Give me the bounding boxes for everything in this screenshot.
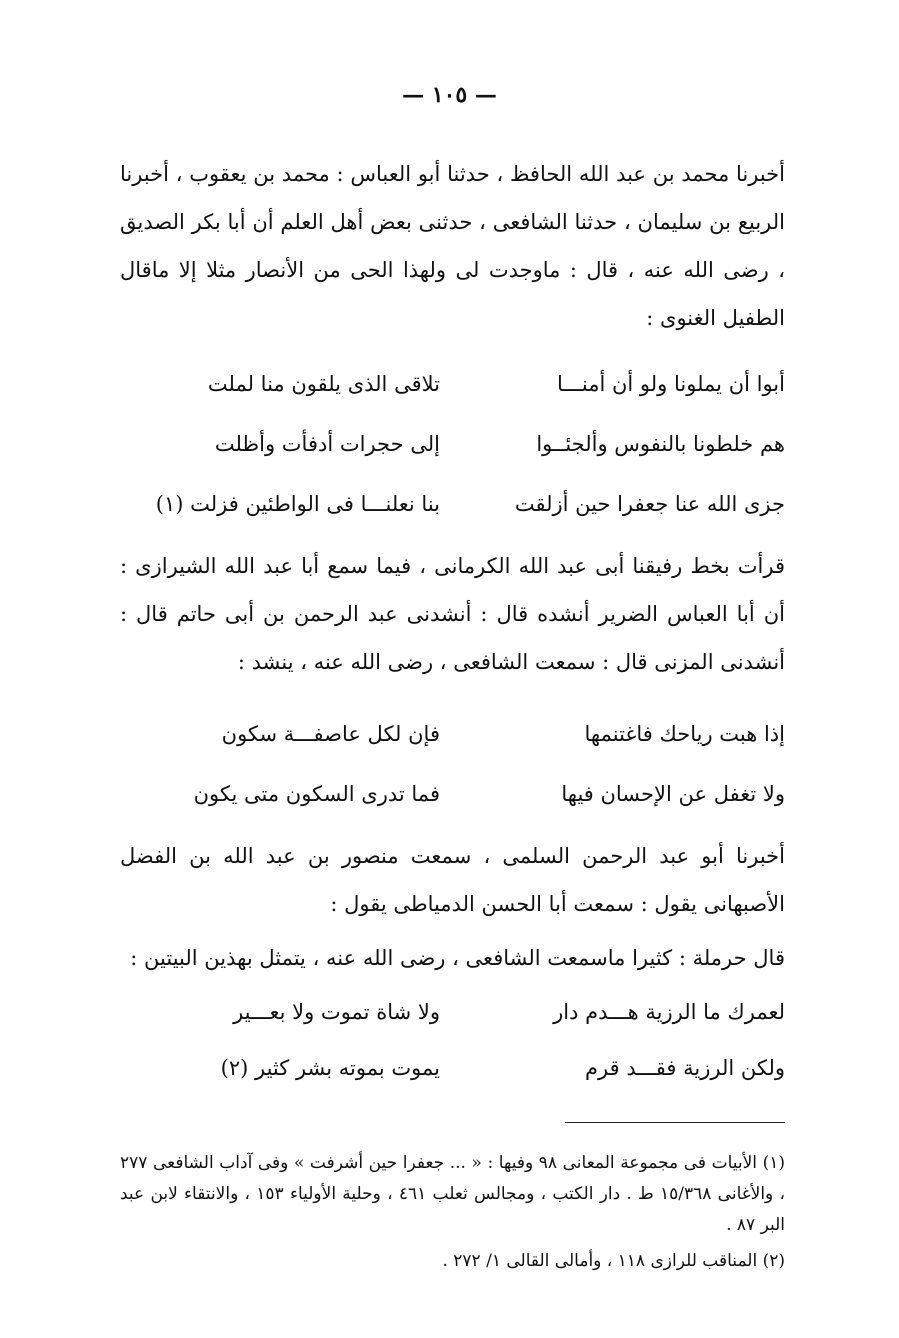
verse-line <box>120 1048 785 1088</box>
page-number: — ١٠٥ — <box>402 82 497 108</box>
verse-second-hemistich: ولا شاة تموت ولا بعـــير <box>233 1000 440 1024</box>
paragraph-3: أخبرنا أبو عبد الرحمن السلمى ، سمعت منصور بن عبد الله بن الفضل الأصبهانى يقول : سمعت أبا الحسن الدمياطى يقول : <box>120 844 785 916</box>
verse-line <box>120 714 785 754</box>
verse-first-hemistich: جزى الله عنا جعفرا حين أزلقت <box>514 492 785 516</box>
verse-second-hemistich: إلى حجرات أدفأت وأظلت <box>214 432 440 456</box>
verse-line <box>120 364 785 404</box>
verse-first-hemistich: إذا هبت رياحك فاغتنمها <box>584 722 785 746</box>
verse-second-hemistich: يموت بموته بشر كثير (٢) <box>220 1056 440 1080</box>
verse-first-hemistich: ولا تغفل عن الإحسان فيها <box>561 782 785 806</box>
paragraph-2: قرأت بخط رفيقنا أبى عبد الله الكرمانى ، فيما سمع أبا عبد الله الشيرازى : أن أبا العباس الضرير أنشده قال : أنشدنى عبد الرحمن بن أبى حاتم قال : أنشدنى المزنى قال : سمعت الشافعى ، رضى الله عنه ، ينشد : <box>120 554 785 674</box>
verse-second-hemistich: تلاقى الذى يلقون منا لملت <box>207 372 440 396</box>
verse-first-hemistich: ولكن الرزية فقـــد قرم <box>585 1056 785 1080</box>
verse-first-hemistich: هم خلطونا بالنفوس وألجئــوا <box>536 432 785 456</box>
paragraph-4: قال حرملة : كثيرا ماسمعت الشافعى ، رضى الله عنه ، يتمثل بهذين البيتين : <box>130 946 785 970</box>
verse-first-hemistich: أبوا أن يملونا ولو أن أمنـــا <box>557 372 785 396</box>
verse-second-hemistich: فإن لكل عاصفـــة سكون <box>221 722 440 746</box>
footnote-2: (٢) المناقب للرازى ١١٨ ، وأمالى القالى ١/ ٢٧٢ . <box>442 1251 785 1271</box>
verse-line <box>120 774 785 814</box>
paragraph-1: أخبرنا محمد بن عبد الله الحافظ ، حدثنا أبو العباس : محمد بن يعقوب ، أخبرنا الربيع بن سليمان ، حدثنا الشافعى ، حدثنى بعض أهل العلم أن أبا بكر الصديق ، رضى الله عنه ، قال : ماوجدت لى ولهذا الحى من الأنصار مثلا إلا ماقال الطفيل الغنوى : <box>120 162 785 330</box>
verse-line <box>120 484 785 524</box>
footnote-divider <box>565 1122 785 1123</box>
verse-line <box>120 992 785 1032</box>
verse-second-hemistich: بنا نعلنـــا فى الواطئين فزلت (١) <box>155 492 440 516</box>
verse-first-hemistich: لعمرك ما الرزية هـــدم دار <box>553 1000 785 1024</box>
footnote-1: (١) الأبيات فى مجموعة المعانى ٩٨ وفيها : « ... جعفرا حين أشرفت » وفى آداب الشافعى ٢٧٧ ، والأغانى ١٥/٣٦٨ ط . دار الكتب ، ومجالس ثعلب ٤٦١ ، وحلية الأولياء ١٥٣ ، والانتقاء لابن عبد البر ٨٧ . <box>120 1153 786 1235</box>
verse-second-hemistich: فما تدرى السكون متى يكون <box>193 782 440 806</box>
verse-line <box>120 424 785 464</box>
